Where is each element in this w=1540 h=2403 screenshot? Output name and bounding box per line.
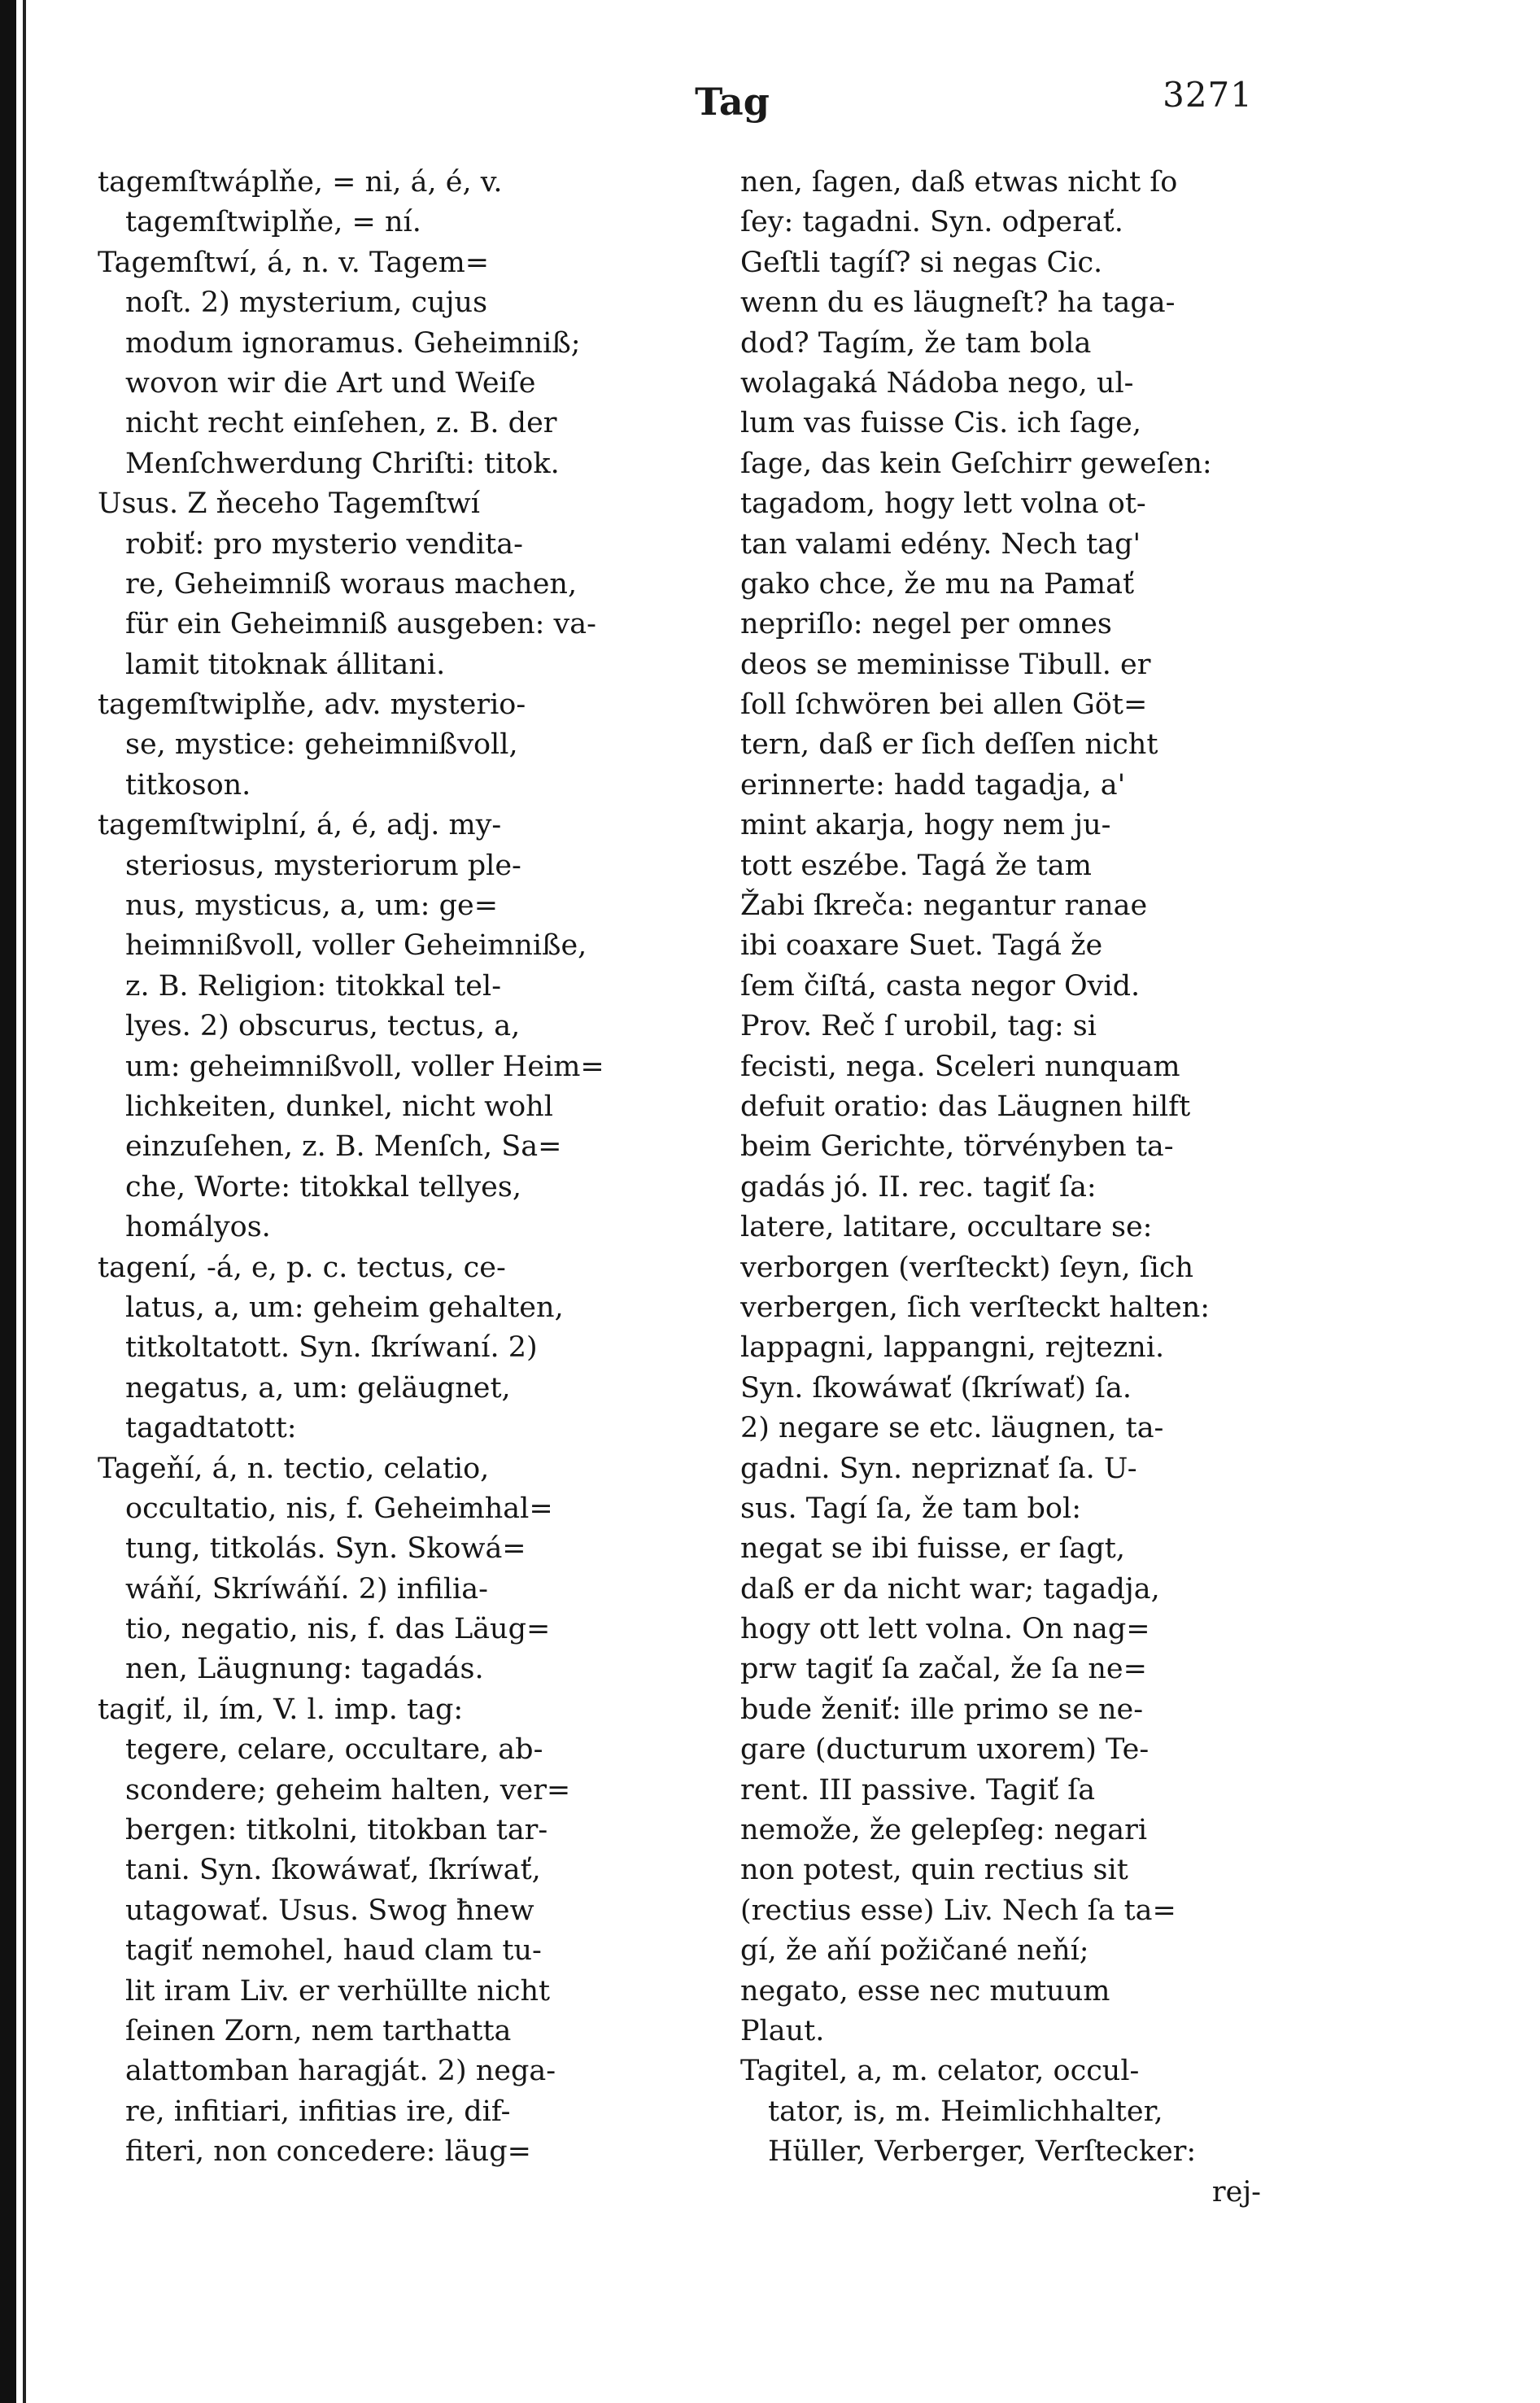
entry-line: (rectius esse) Liv. Nech ſa ta= [740,1894,1176,1927]
entry-line: bude ženiť: ille primo se ne- [740,1693,1144,1726]
entry-line: tio, negatio, nis, f. das Läug= [125,1613,551,1646]
entry-line: beim Gerichte, törvényben ta- [740,1130,1174,1164]
entry-line: tung, titkolás. Syn. Skowá= [125,1532,526,1566]
entry-line: lit iram Liv. er verhüllte nicht [125,1974,551,2008]
entry-line: ſeinen Zorn, nem tarthatta [125,2014,512,2047]
entry-line: gí, že aňí požičané neňí; [740,1934,1089,1968]
entry-line: tagemſtwáplňe, = ni, á, é, v. [98,166,503,199]
entry-line: latus, a, um: geheim gehalten, [125,1291,564,1324]
entry-line: verborgen (verſteckt) ſeyn, ſich [740,1251,1193,1284]
entry-line: daß er da nicht war; tagadja, [740,1572,1160,1606]
running-head: Tag [695,80,770,124]
entry-line: robiť: pro mysterio vendita- [125,527,523,561]
entry-line: wáňí, Skríwáňí. 2) infilia- [125,1572,488,1606]
entry-line: deos se meminisse Tibull. er [740,648,1151,681]
entry-line: für ein Geheimniß ausgeben: va- [125,608,597,641]
page-edge-shadow [0,0,16,2403]
entry-line: wovon wir die Art und Weiſe [125,366,536,400]
entry-line: ſoll ſchwören bei allen Göt= [740,688,1148,722]
entry-line: gadni. Syn. nepriznať ſa. U- [740,1452,1137,1485]
entry-line: Žabi ſkreča: negantur ranae [740,889,1148,923]
entry-line: sus. Tagí ſa, že tam bol: [740,1492,1081,1525]
entry-line: negato, esse nec mutuum [740,1974,1110,2008]
entry-line: nus, mysticus, a, um: ge= [125,889,499,923]
entry-line: lyes. 2) obscurus, tectus, a, [125,1010,521,1043]
entry-line: heimnißvoll, voller Geheimniße, [125,929,587,963]
entry-line: z. B. Religion: titokkal tel- [125,969,502,1003]
entry-line: occultatio, nis, f. Geheimhal= [125,1492,553,1525]
entry-line: nen, ſagen, daß etwas nicht ſo [740,166,1178,199]
entry-line: nepriſlo: negel per omnes [740,608,1112,641]
entry-line: titkoson. [125,768,251,802]
entry-line: ſem čiſtá, casta negor Ovid. [740,969,1141,1003]
entry-line: gare (ducturum uxorem) Te- [740,1733,1150,1767]
entry-line: verbergen, ſich verſteckt halten: [740,1291,1211,1324]
entry-line: alattomban haragját. 2) nega- [125,2055,556,2088]
entry-line: ſage, das kein Geſchirr geweſen: [740,447,1212,480]
entry-line: tagadtatott: [125,1412,297,1445]
entry-line: lum vas fuisse Cis. ich ſage, [740,407,1141,440]
page-number: 3271 [1163,75,1253,115]
entry-line: negatus, a, um: geläugnet, [125,1371,511,1405]
entry-line: Prov. Reč ſ urobil, tag: si [740,1010,1097,1043]
entry-line: tegere, celare, occultare, ab- [125,1733,543,1767]
entry-line: wolagaká Nádoba nego, ul- [740,366,1134,400]
entry-line: re, Geheimniß woraus machen, [125,567,578,601]
entry-line: hogy ott lett volna. On nag= [740,1613,1150,1646]
entry-line: negat se ibi fuisse, er ſagt, [740,1532,1125,1566]
entry-line: Plaut. [740,2014,825,2047]
entry-line: tagiť, il, ím, V. l. imp. tag: [98,1693,464,1726]
entry-line: tern, daß er ſich deſſen nicht [740,728,1158,762]
entry-line: Syn. ſkowáwať (ſkríwať) ſa. [740,1371,1132,1405]
entry-line: einzuſehen, z. B. Menſch, Sa= [125,1130,562,1164]
entry-line: tagení, -á, e, p. c. tectus, ce- [98,1251,506,1284]
entry-line: nemože, že gelepſeg: negari [740,1814,1148,1847]
entry-line: Tagemſtwí, á, n. v. Tagem= [98,246,490,279]
entry-line: 2) negare se etc. läugnen, ta- [740,1412,1164,1445]
entry-line: fecisti, nega. Sceleri nunquam [740,1050,1180,1083]
entry-line: mint akarja, hogy nem ju- [740,809,1111,842]
entry-line: Geſtli tagíſ? si negas Cic. [740,246,1103,279]
entry-line: um: geheimnißvoll, voller Heim= [125,1050,604,1083]
entry-line: scondere; geheim halten, ver= [125,1773,571,1807]
entry-line: tani. Syn. ſkowáwať, ſkríwať, [125,1854,541,1887]
entry-line: Menſchwerdung Chriſti: titok. [125,447,560,480]
right-column [740,163,1294,2213]
entry-line: noſt. 2) mysterium, cujus [125,286,488,320]
entry-line: Usus. Z ňeceho Tagemſtwí [98,487,480,521]
entry-line: se, mystice: geheimnißvoll, [125,728,518,762]
entry-line: erinnerte: hadd tagadja, a' [740,768,1126,802]
entry-line: gadás jó. II. rec. tagiť ſa: [740,1170,1097,1204]
entry-line: lichkeiten, dunkel, nicht wohl [125,1090,553,1123]
entry-line: utagowať. Usus. Swog ħnew [125,1894,534,1927]
entry-line: tagiť nemohel, haud clam tu- [125,1934,542,1968]
entry-line: rent. III passive. Tagiť ſa [740,1773,1096,1807]
entry-line: homályos. [125,1211,271,1244]
entry-line: tagadom, hogy lett volna ot- [740,487,1146,521]
entry-line: che, Worte: titokkal tellyes, [125,1170,521,1204]
entry-line: non potest, quin rectius sit [740,1854,1128,1887]
entry-line: tagemſtwiplňe, adv. mysterio- [98,688,526,722]
entry-line: re, infitiari, infitias ire, dif- [125,2095,511,2128]
entry-line: nen, Läugnung: tagadás. [125,1653,484,1686]
entry-line: tan valami edény. Nech tag' [740,527,1141,561]
entry-line: modum ignoramus. Geheimniß; [125,326,581,360]
entry-line: wenn du es läugneſt? ha taga- [740,286,1176,320]
entry-line: lamit titoknak állitani. [125,648,446,681]
entry-line: fiteri, non concedere: läug= [125,2135,531,2169]
entry-line: gako chce, že mu na Pamať [740,567,1135,601]
entry-line: steriosus, mysteriorum ple- [125,849,521,882]
entry-line: defuit oratio: das Läugnen hilft [740,1090,1191,1123]
entry-line: lappagni, lappangni, rejtezni. [740,1331,1165,1365]
page-edge-line [23,0,26,2403]
entry-line: rej- [1211,2175,1261,2209]
entry-line: Hüller, Verberger, Verſtecker: [768,2135,1197,2169]
entry-line: tagemſtwiplňe, = ní. [125,206,421,239]
entry-line: Tagitel, a, m. celator, occul- [740,2055,1140,2088]
entry-line: ſey: tagadni. Syn. odperať. [740,206,1123,239]
entry-line: prw tagiť ſa začal, že ſa ne= [740,1653,1147,1686]
entry-line: nicht recht einſehen, z. B. der [125,407,557,440]
entry-line: Tageňí, á, n. tectio, celatio, [98,1452,490,1485]
entry-line: tagemſtwiplní, á, é, adj. my- [98,809,502,842]
left-column [98,163,696,2173]
entry-line: titkoltatott. Syn. ſkríwaní. 2) [125,1331,538,1365]
entry-line: ibi coaxare Suet. Tagá že [740,929,1103,963]
entry-line: tator, is, m. Heimlichhalter, [768,2095,1163,2128]
entry-line: latere, latitare, occultare se: [740,1211,1153,1244]
entry-line: dod? Tagím, že tam bola [740,326,1092,360]
entry-line: tott eszébe. Tagá že tam [740,849,1092,882]
entry-line: bergen: titkolni, titokban tar- [125,1814,548,1847]
